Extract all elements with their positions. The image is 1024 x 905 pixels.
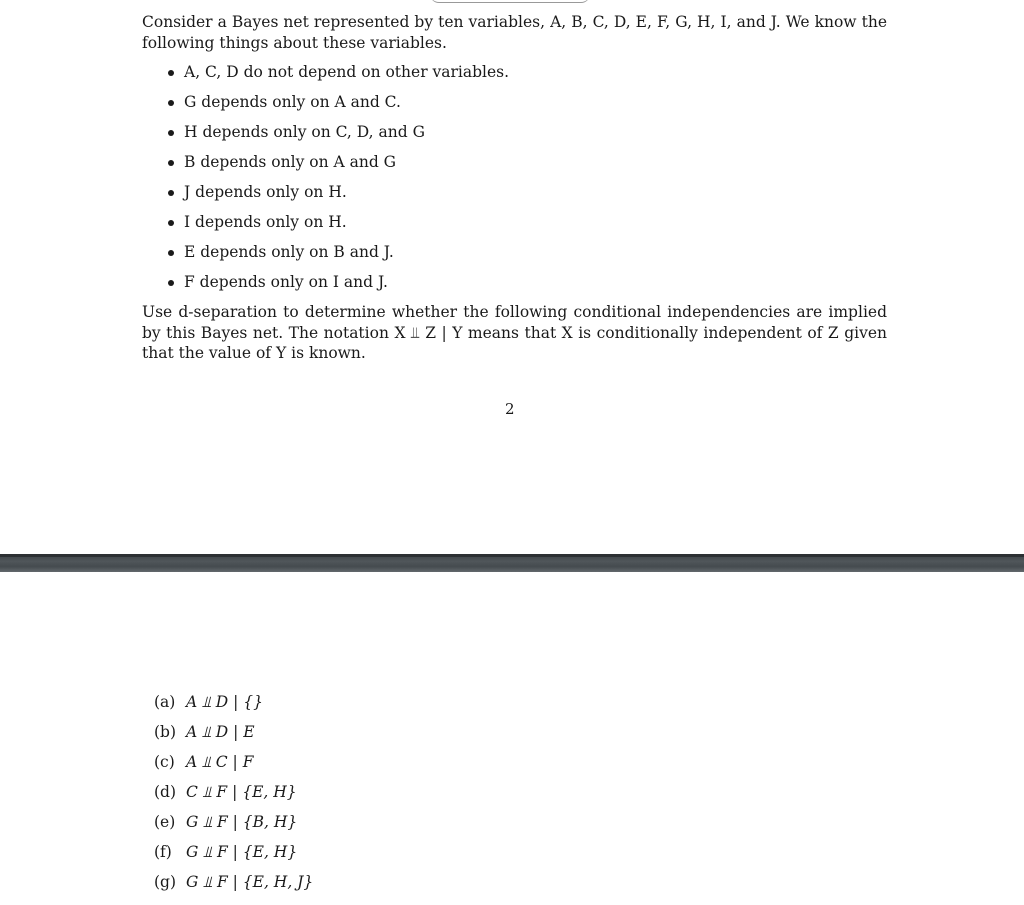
list-item-text: E depends only on B and J. [184, 243, 394, 261]
bullet-icon [168, 130, 174, 136]
list-item-text: A, C, D do not depend on other variables. [184, 63, 510, 81]
question-item [154, 692, 313, 722]
question-expression: A ⫫ D | {} [186, 693, 263, 711]
list-item-text: H depends only on C, D, and G [184, 123, 425, 141]
question-label: (g) [154, 873, 177, 891]
clipped-previous-text [430, 0, 590, 3]
question-label: (a) [154, 693, 176, 711]
bullet-icon [168, 160, 174, 166]
list-item [168, 242, 509, 272]
list-item [168, 152, 509, 182]
bullet-icon [168, 250, 174, 256]
question-label: (d) [154, 783, 177, 801]
bullet-icon [168, 280, 174, 286]
page-separator [0, 554, 1024, 572]
bullet-icon [168, 220, 174, 226]
list-item [168, 272, 509, 302]
page-number: 2 [505, 400, 515, 418]
question-expression: A ⫫ D | E [186, 723, 255, 741]
question-expression: C ⫫ F | {E, H} [186, 783, 297, 801]
question-label: (f) [154, 843, 172, 861]
question-label: (c) [154, 753, 175, 771]
bullet-icon [168, 190, 174, 196]
list-item [168, 212, 509, 242]
question-label: (b) [154, 723, 177, 741]
bullet-icon [168, 100, 174, 106]
list-item [168, 92, 509, 122]
question-item [154, 722, 313, 752]
list-item-text: B depends only on A and G [184, 153, 397, 171]
list-item-text: F depends only on I and J. [184, 273, 388, 291]
separator-shadow [0, 554, 1024, 557]
list-item [168, 182, 509, 212]
list-item-text: I depends only on H. [184, 213, 347, 231]
instructions-paragraph: Use d-separation to determine whether the following conditional independencies are implied by this Bayes net. The notation X ⫫ Z | Y means that X is conditionally independent of Z given that the value of Y is known. [142, 303, 887, 362]
document-page-2 [0, 572, 1024, 905]
question-item [154, 812, 313, 842]
intro-paragraph: Consider a Bayes net represented by ten variables, A, B, C, D, E, F, G, H, I, and J. We know the following things about these variables. [142, 13, 887, 52]
list-item [168, 62, 509, 92]
dependency-list [168, 62, 509, 302]
list-item-text: J depends only on H. [184, 183, 347, 201]
question-expression: G ⫫ F | {B, H} [186, 813, 298, 831]
question-list [154, 692, 313, 902]
bullet-icon [168, 70, 174, 76]
list-item-text: G depends only on A and C. [184, 93, 401, 111]
question-expression: G ⫫ F | {E, H} [186, 843, 298, 861]
question-item [154, 782, 313, 812]
question-item [154, 872, 313, 902]
list-item [168, 122, 509, 152]
question-item [154, 842, 313, 872]
question-expression: G ⫫ F | {E, H, J} [186, 873, 314, 891]
question-item [154, 752, 313, 782]
question-expression: A ⫫ C | F [186, 753, 254, 771]
question-label: (e) [154, 813, 176, 831]
